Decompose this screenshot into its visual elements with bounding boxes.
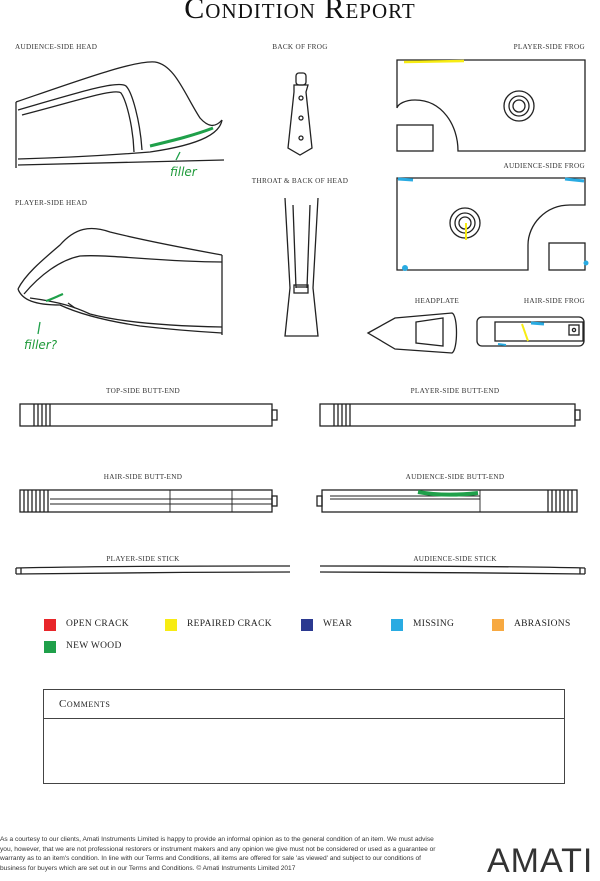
legend-label: NEW WOOD — [66, 641, 122, 651]
top-side-butt-end-drawing — [20, 404, 277, 426]
label-player-side-stick: PLAYER-SIDE STICK — [106, 555, 180, 563]
brand-logo: AMATI — [487, 842, 594, 880]
legend-swatch — [44, 619, 56, 631]
page-title: Condition Report — [184, 0, 416, 25]
player-side-frog-drawing — [397, 60, 585, 151]
label-player-side-frog: PLAYER-SIDE FROG — [513, 43, 585, 51]
legend-swatch — [165, 619, 177, 631]
legend-swatch — [44, 641, 56, 653]
legend-label: ABRASIONS — [514, 619, 571, 629]
label-audience-side-butt-end: AUDIENCE-SIDE BUTT-END — [405, 473, 505, 481]
player-side-stick-drawing — [16, 566, 290, 574]
legend-label: REPAIRED CRACK — [187, 619, 272, 629]
player-side-butt-end-drawing — [320, 404, 580, 426]
hair-side-frog-drawing — [477, 317, 584, 346]
label-headplate: HEADPLATE — [414, 297, 460, 305]
label-audience-side-stick: AUDIENCE-SIDE STICK — [413, 555, 497, 563]
audience-side-stick-drawing — [320, 566, 585, 574]
legend-swatch — [492, 619, 504, 631]
player-side-head-drawing — [18, 228, 222, 335]
label-player-side-butt-end: PLAYER-SIDE BUTT-END — [410, 387, 500, 395]
legend-swatch — [301, 619, 313, 631]
back-of-frog-drawing — [288, 73, 312, 155]
legend-swatch — [391, 619, 403, 631]
legend-label: MISSING — [413, 619, 455, 629]
label-top-side-butt-end: TOP-SIDE BUTT-END — [106, 387, 180, 395]
comments-heading: Comments — [44, 690, 564, 719]
throat-drawing — [285, 198, 318, 336]
label-hair-side-frog: HAIR-SIDE FROG — [523, 297, 585, 305]
label-throat-back-of-head: THROAT & BACK OF HEAD — [251, 177, 349, 185]
label-audience-side-frog: AUDIENCE-SIDE FROG — [503, 162, 585, 170]
headplate-drawing — [368, 313, 457, 353]
hair-side-butt-end-drawing — [20, 490, 277, 512]
audience-side-head-drawing — [16, 62, 224, 168]
disclaimer-text: As a courtesy to our clients, Amati Instruments Limited is happy to provide an informal opinion as to the general condition of an item. We must advise you, however, that we are not professional restorers or instrument makers and any opinion we give must not be considered or used as a guarantee or warranty as to an item's condition. In line with our Terms and Conditions, all items are offered for sale 'as viewed' and subject to our conditions of business for buyers which are set out in our Terms and Conditions. © Amati Instruments Limited 2017 — [0, 836, 436, 872]
audience-side-frog-drawing — [397, 178, 585, 270]
filler-note-1: filler — [170, 165, 197, 179]
filler-note-2: filler? — [24, 338, 58, 352]
legend-label: WEAR — [323, 619, 353, 629]
comments-box[interactable] — [43, 689, 565, 784]
label-back-of-frog: BACK OF FROG — [272, 43, 328, 51]
label-hair-side-butt-end: HAIR-SIDE BUTT-END — [103, 473, 183, 481]
label-audience-side-head: AUDIENCE-SIDE HEAD — [15, 43, 98, 51]
label-player-side-head: PLAYER-SIDE HEAD — [15, 199, 88, 207]
legend-label: OPEN CRACK — [66, 619, 129, 629]
